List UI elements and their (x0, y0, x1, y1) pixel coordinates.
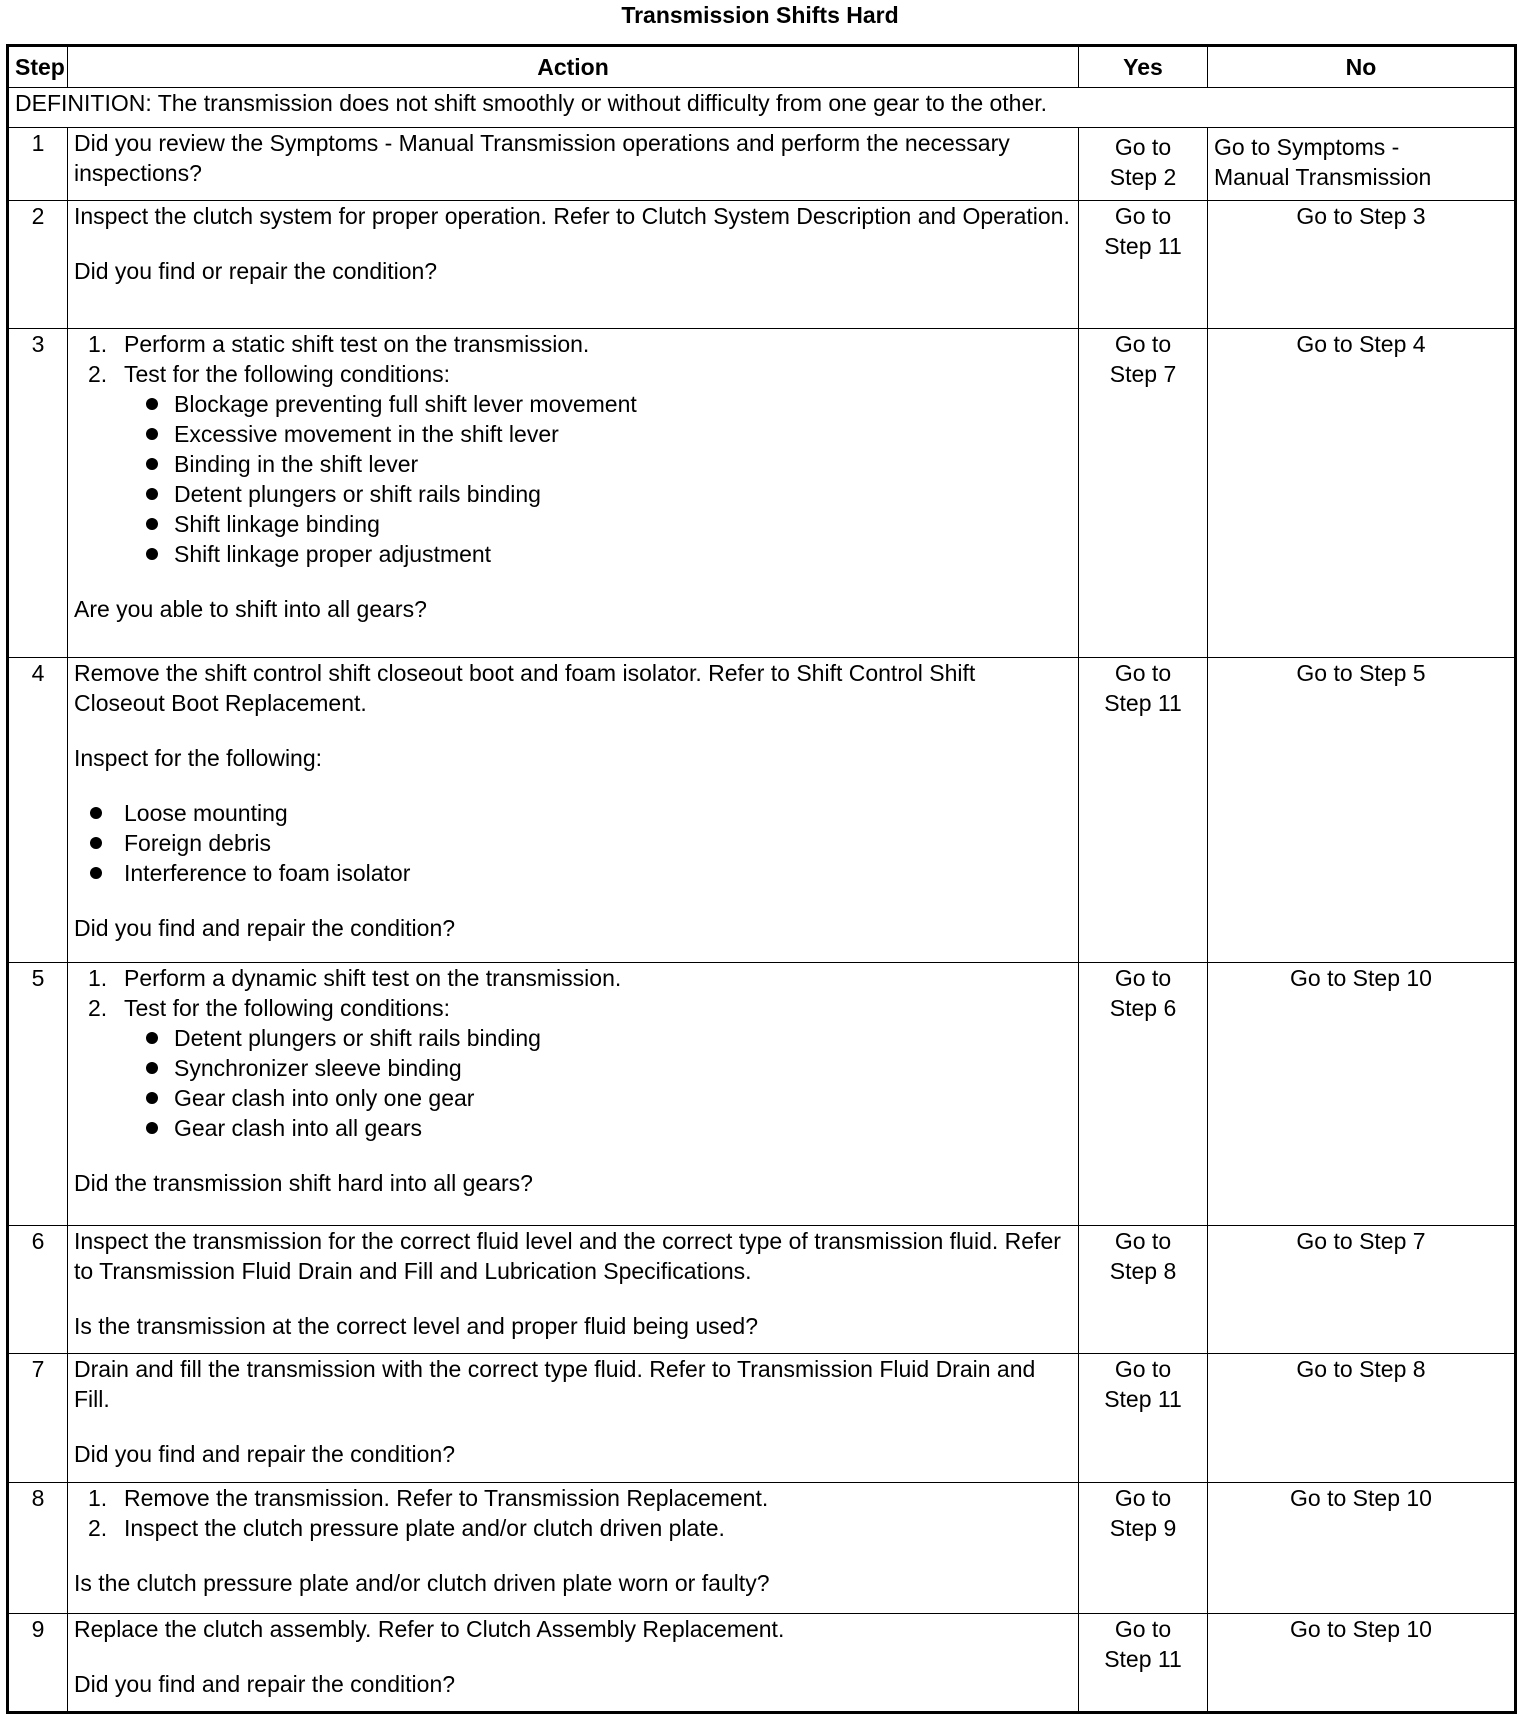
yes-line-2: Step 11 (1104, 690, 1182, 716)
step-number: 1 (8, 128, 68, 201)
bullet-item: Detent plungers or shift rails binding (124, 479, 1072, 509)
bullet-list (124, 1023, 1072, 1143)
yes-cell (1079, 963, 1208, 1226)
yes-line-2: Step 9 (1109, 1515, 1177, 1541)
step-index: 2. (88, 1515, 108, 1541)
no-cell: Go to Step 3 (1208, 201, 1516, 329)
action-cell (68, 128, 1079, 201)
yes-line-1: Go to (1114, 1228, 1172, 1254)
step-number: 6 (8, 1226, 68, 1354)
table-row (8, 1483, 1516, 1614)
numbered-step (74, 329, 1072, 359)
action-question: Did the transmission shift hard into all gears? (74, 1170, 533, 1196)
yes-line-1: Go to (1114, 134, 1172, 160)
numbered-step (74, 359, 1072, 569)
action-cell (68, 658, 1079, 963)
no-line-1: Go to Symptoms - (1214, 134, 1400, 160)
action-question: Did you find and repair the condition? (74, 1441, 456, 1467)
action-cell (68, 1483, 1079, 1614)
step-number: 5 (8, 963, 68, 1226)
bullet-item: Detent plungers or shift rails binding (124, 1023, 1072, 1053)
table-row (8, 1614, 1516, 1713)
numbered-step (74, 963, 1072, 993)
no-line-2: Manual Transmission (1214, 164, 1432, 190)
table-row (8, 1226, 1516, 1354)
diagnostic-table (6, 44, 1517, 1714)
yes-cell (1079, 658, 1208, 963)
yes-cell (1079, 1226, 1208, 1354)
step-text: Test for the following conditions: (124, 361, 451, 387)
step-text: Inspect the clutch pressure plate and/or clutch driven plate. (124, 1515, 725, 1541)
yes-line-1: Go to (1114, 660, 1172, 686)
action-subtext: Inspect for the following: (74, 745, 323, 771)
action-text: Drain and fill the transmission with the correct type fluid. Refer to Transmission Fluid Drain and Fill. (74, 1356, 1036, 1412)
action-question: Are you able to shift into all gears? (74, 596, 427, 622)
table-row (8, 128, 1516, 201)
bullet-item: Shift linkage proper adjustment (124, 539, 1072, 569)
numbered-step (74, 1483, 1072, 1513)
definition-text: DEFINITION: The transmission does not shift smoothly or without difficulty from one gear to the other. (8, 88, 1516, 128)
bullet-item: Excessive movement in the shift lever (124, 419, 1072, 449)
bullet-item: Interference to foam isolator (74, 858, 1072, 888)
numbered-step (74, 993, 1072, 1143)
document-title: Transmission Shifts Hard (621, 2, 899, 28)
no-cell: Go to Step 5 (1208, 658, 1516, 963)
step-text: Test for the following conditions: (124, 995, 451, 1021)
step-index: 2. (88, 361, 108, 387)
header-yes: Yes (1079, 46, 1208, 88)
action-cell (68, 1354, 1079, 1483)
numbered-step (74, 1513, 1072, 1543)
step-text: Remove the transmission. Refer to Transmission Replacement. (124, 1485, 769, 1511)
yes-line-1: Go to (1114, 1616, 1172, 1642)
yes-line-2: Step 11 (1104, 1386, 1182, 1412)
step-index: 1. (88, 965, 108, 991)
table-row (8, 329, 1516, 658)
bullet-item: Gear clash into all gears (124, 1113, 1072, 1143)
yes-line-2: Step 2 (1109, 164, 1177, 190)
table-header-row (8, 46, 1516, 88)
action-cell (68, 1614, 1079, 1713)
action-cell (68, 329, 1079, 658)
table-row (8, 1354, 1516, 1483)
header-no: No (1208, 46, 1516, 88)
numbered-steps (74, 329, 1072, 569)
action-question: Did you find or repair the condition? (74, 258, 438, 284)
bullet-item: Binding in the shift lever (124, 449, 1072, 479)
no-cell: Go to Step 7 (1208, 1226, 1516, 1354)
step-text: Perform a static shift test on the transmission. (124, 331, 590, 357)
bullet-item: Shift linkage binding (124, 509, 1072, 539)
no-cell: Go to Step 8 (1208, 1354, 1516, 1483)
bullet-item: Gear clash into only one gear (124, 1083, 1072, 1113)
no-cell: Go to Step 10 (1208, 1614, 1516, 1713)
step-text: Perform a dynamic shift test on the transmission. (124, 965, 622, 991)
step-number: 7 (8, 1354, 68, 1483)
no-cell: Go to Step 10 (1208, 1483, 1516, 1614)
yes-cell (1079, 201, 1208, 329)
numbered-steps (74, 963, 1072, 1143)
action-text: Remove the shift control shift closeout boot and foam isolator. Refer to Shift Control Shift Closeout Boot Replacement. (74, 660, 976, 716)
bullet-item: Blockage preventing full shift lever movement (124, 389, 1072, 419)
step-number: 3 (8, 329, 68, 658)
header-action: Action (68, 46, 1079, 88)
yes-line-1: Go to (1114, 203, 1172, 229)
action-question: Is the clutch pressure plate and/or clutch driven plate worn or faulty? (74, 1570, 770, 1596)
yes-cell (1079, 1614, 1208, 1713)
yes-line-1: Go to (1114, 1485, 1172, 1511)
no-cell (1208, 128, 1516, 201)
yes-cell (1079, 1354, 1208, 1483)
yes-line-2: Step 7 (1109, 361, 1177, 387)
yes-line-1: Go to (1114, 1356, 1172, 1382)
action-cell (68, 201, 1079, 329)
action-question: Is the transmission at the correct level and proper fluid being used? (74, 1313, 758, 1339)
yes-line-2: Step 6 (1109, 995, 1177, 1021)
bullet-item: Synchronizer sleeve binding (124, 1053, 1072, 1083)
yes-line-2: Step 11 (1104, 233, 1182, 259)
yes-cell (1079, 1483, 1208, 1614)
yes-cell (1079, 128, 1208, 201)
no-cell: Go to Step 4 (1208, 329, 1516, 658)
step-number: 2 (8, 201, 68, 329)
action-question: Did you find and repair the condition? (74, 1671, 456, 1697)
table-row (8, 658, 1516, 963)
action-text: Replace the clutch assembly. Refer to Clutch Assembly Replacement. (74, 1616, 785, 1642)
yes-line-1: Go to (1114, 331, 1172, 357)
step-index: 2. (88, 995, 108, 1021)
header-step: Step (8, 46, 68, 88)
action-cell (68, 963, 1079, 1226)
numbered-steps (74, 1483, 1072, 1543)
yes-line-1: Go to (1114, 965, 1172, 991)
step-number: 4 (8, 658, 68, 963)
yes-line-2: Step 8 (1109, 1258, 1177, 1284)
step-index: 1. (88, 1485, 108, 1511)
yes-cell (1079, 329, 1208, 658)
action-question: Did you find and repair the condition? (74, 915, 456, 941)
bullet-list (74, 798, 1072, 888)
yes-line-2: Step 11 (1104, 1646, 1182, 1672)
action-text: Did you review the Symptoms - Manual Transmission operations and perform the necessary inspections? (74, 130, 1010, 186)
step-number: 8 (8, 1483, 68, 1614)
definition-row (8, 88, 1516, 128)
action-text: Inspect the transmission for the correct fluid level and the correct type of transmission fluid. Refer to Transmission Fluid Drain and Fill and Lubrication Specifications. (74, 1228, 1061, 1284)
bullet-list (124, 389, 1072, 569)
step-number: 9 (8, 1614, 68, 1713)
table-row (8, 201, 1516, 329)
bullet-item: Foreign debris (74, 828, 1072, 858)
step-index: 1. (88, 331, 108, 357)
bullet-item: Loose mounting (74, 798, 1072, 828)
table-row (8, 963, 1516, 1226)
action-cell (68, 1226, 1079, 1354)
no-cell: Go to Step 10 (1208, 963, 1516, 1226)
action-text: Inspect the clutch system for proper operation. Refer to Clutch System Description and Operation. (74, 203, 1070, 229)
